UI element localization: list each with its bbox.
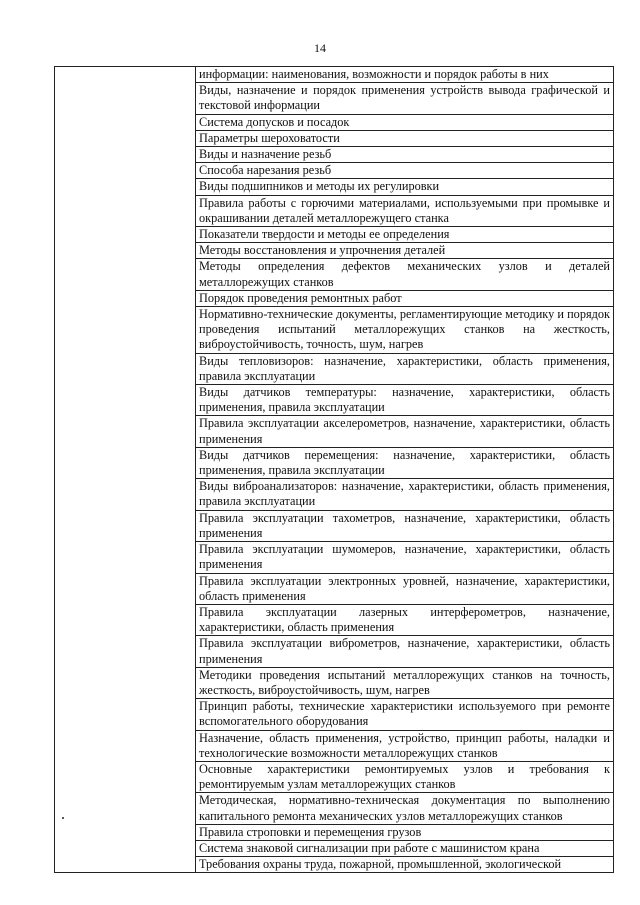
knowledge-item: Правила эксплуатации акселерометров, назначение, характеристики, область применения: [196, 416, 614, 447]
knowledge-item: Виды, назначение и порядок применения устройств вывода графической и текстовой информации: [196, 83, 614, 114]
knowledge-item: информации: наименования, возможности и порядок работы в них: [196, 67, 614, 83]
knowledge-item: Система знаковой сигнализации при работе с машинистом крана: [196, 840, 614, 856]
knowledge-item: Способа нарезания резьб: [196, 163, 614, 179]
knowledge-item: Правила эксплуатации тахометров, назначение, характеристики, область применения: [196, 510, 614, 541]
knowledge-item: Нормативно-технические документы, регламентирующие методику и порядок проведения испытаний металлорежущих станков на жесткость, виброустойчивость, точность, шум, нагрев: [196, 307, 614, 354]
table-row: [55, 67, 614, 83]
label-column: [55, 67, 196, 873]
knowledge-item: Виды виброанализаторов: назначение, характеристики, область применения, правила эксплуатации: [196, 479, 614, 510]
knowledge-item: Принцип работы, технические характеристики используемого при ремонте вспомогательного оборудования: [196, 699, 614, 730]
knowledge-item: Правила эксплуатации виброметров, назначение, характеристики, область применения: [196, 636, 614, 667]
knowledge-item: Виды и назначение резьб: [196, 147, 614, 163]
page-number: 14: [314, 41, 326, 55]
knowledge-item: Правила строповки и перемещения грузов: [196, 824, 614, 840]
knowledge-item: Правила эксплуатации шумомеров, назначение, характеристики, область применения: [196, 542, 614, 573]
knowledge-item: Параметры шероховатости: [196, 130, 614, 146]
knowledge-item: Виды датчиков перемещения: назначение, характеристики, область применения, правила эксплуатации: [196, 447, 614, 478]
knowledge-item: Показатели твердости и методы ее определения: [196, 227, 614, 243]
knowledge-item: Виды датчиков температуры: назначение, характеристики, область применения, правила эксплуатации: [196, 385, 614, 416]
knowledge-item: Методы восстановления и упрочнения деталей: [196, 243, 614, 259]
knowledge-item: Правила эксплуатации электронных уровней, назначение, характеристики, область применения: [196, 573, 614, 604]
stray-mark: [62, 817, 64, 819]
knowledge-item: Методы определения дефектов механических узлов и деталей металлорежущих станков: [196, 259, 614, 290]
knowledge-item: Правила эксплуатации лазерных интерферометров, назначение, характеристики, область применения: [196, 604, 614, 635]
knowledge-item: Назначение, область применения, устройство, принцип работы, наладки и технологические возможности металлорежущих станков: [196, 730, 614, 761]
knowledge-item: Правила работы с горючими материалами, используемыми при промывке и окрашивании деталей металлорежущего станка: [196, 195, 614, 226]
knowledge-item: Виды тепловизоров: назначение, характеристики, область применения, правила эксплуатации: [196, 353, 614, 384]
knowledge-item: Методики проведения испытаний металлорежущих станков на точность, жесткость, виброустойчивость, шум, нагрев: [196, 667, 614, 698]
knowledge-item: Порядок проведения ремонтных работ: [196, 290, 614, 306]
requirements-table: [54, 66, 614, 873]
knowledge-item: Требования охраны труда, пожарной, промышленной, экологической: [196, 857, 614, 873]
knowledge-item: Система допусков и посадок: [196, 114, 614, 130]
knowledge-item: Методическая, нормативно-техническая документация по выполнению капитального ремонта механических узлов металлорежущих станков: [196, 793, 614, 824]
knowledge-item: Виды подшипников и методы их регулировки: [196, 179, 614, 195]
knowledge-item: Основные характеристики ремонтируемых узлов и требования к ремонтируемым узлам металлорежущих станков: [196, 761, 614, 792]
